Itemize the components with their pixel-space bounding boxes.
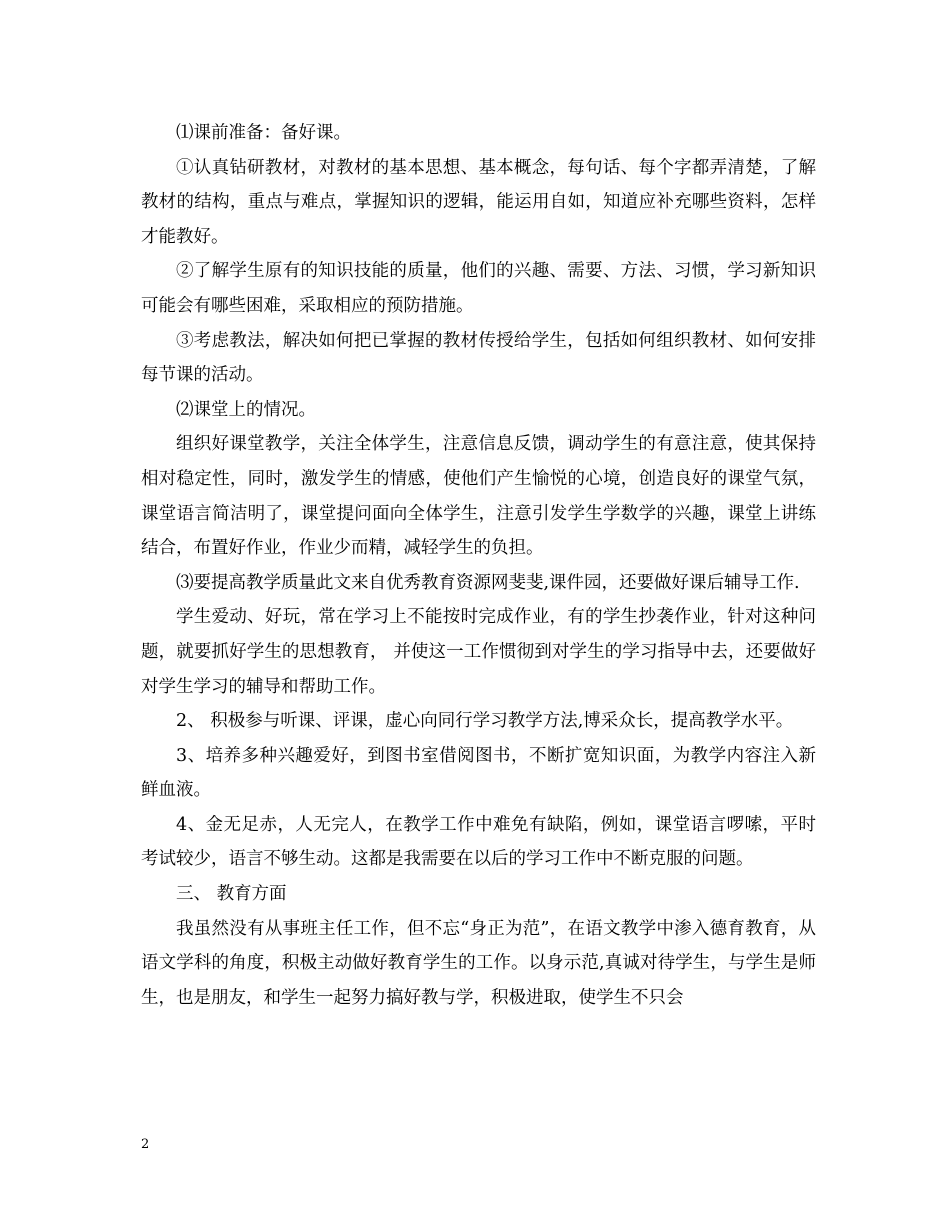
- paragraph-moral-education: 我虽然没有从事班主任工作，但不忘“身正为范”，在语文教学中渗入德育教育，从语文学科的角度，积极主动做好教育学生的工作。以身示范,真诚对待学生，与学生是师生，也是朋友，和学生一起努力搞好教与学，积极进取，使学生不只会: [141, 918, 816, 1008]
- paragraph-lesson-prep: ⑴课前准备：备好课。: [176, 123, 351, 143]
- paragraph-item-2: 2、 积极参与听课、评课，虚心向同行学习教学方法,博采众长，提高教学水平。: [176, 711, 794, 732]
- paragraph-classroom-heading: ⑵课堂上的情况。: [176, 399, 316, 420]
- paragraph-item-4: 4、金无足赤，人无完人，在教学工作中难免有缺陷，例如，课堂语言啰嗦，平时考试较少，语言不够生动。这都是我需要在以后的学习工作中不断克服的问题。: [141, 814, 816, 870]
- section-heading-education: 三、 教育方面: [176, 884, 287, 905]
- paragraph-item-3: 3、培养多种兴趣爱好，到图书室借阅图书，不断扩宽知识面，为教学内容注入新鲜血液。: [141, 745, 816, 801]
- paragraph-student-guidance: 学生爱动、好玩，常在学习上不能按时完成作业，有的学生抄袭作业，针对这种问题，就要抓好学生的思想教育， 并使这一工作惯彻到对学生的学习指导中去，还要做好对学生学习的辅导和帮助工作。: [141, 607, 816, 697]
- document-body: [141, 116, 816, 1015]
- paragraph-understand-students: ②了解学生原有的知识技能的质量，他们的兴趣、需要、方法、习惯，学习新知识可能会有哪些困难，采取相应的预防措施。: [141, 261, 816, 316]
- paragraph-study-materials: ①认真钻研教材，对教材的基本思想、基本概念，每句话、每个字都弄清楚，了解教材的结构，重点与难点，掌握知识的逻辑，能运用自如，知道应补充哪些资料，怎样才能教好。: [141, 157, 816, 247]
- page-number: 2: [141, 1137, 150, 1152]
- paragraph-classroom-organization: 组织好课堂教学，关注全体学生，注意信息反馈，调动学生的有意注意，使其保持相对稳定性，同时，激发学生的情感，使他们产生愉悦的心境，创造良好的课堂气氛，课堂语言简洁明了，课堂提问面向全体学生，注意引发学生学数学的兴趣，课堂上讲练结合，布置好作业，作业少而精，减轻学生的负担。: [141, 434, 816, 559]
- paragraph-after-class-tutoring: ⑶要提高教学质量此文来自优秀教育资源网斐斐,课件园，还要做好课后辅导工作.: [176, 572, 800, 593]
- paragraph-teaching-methods: ③考虑教法，解决如何把已掌握的教材传授给学生，包括如何组织教材、如何安排每节课的活动。: [141, 330, 816, 386]
